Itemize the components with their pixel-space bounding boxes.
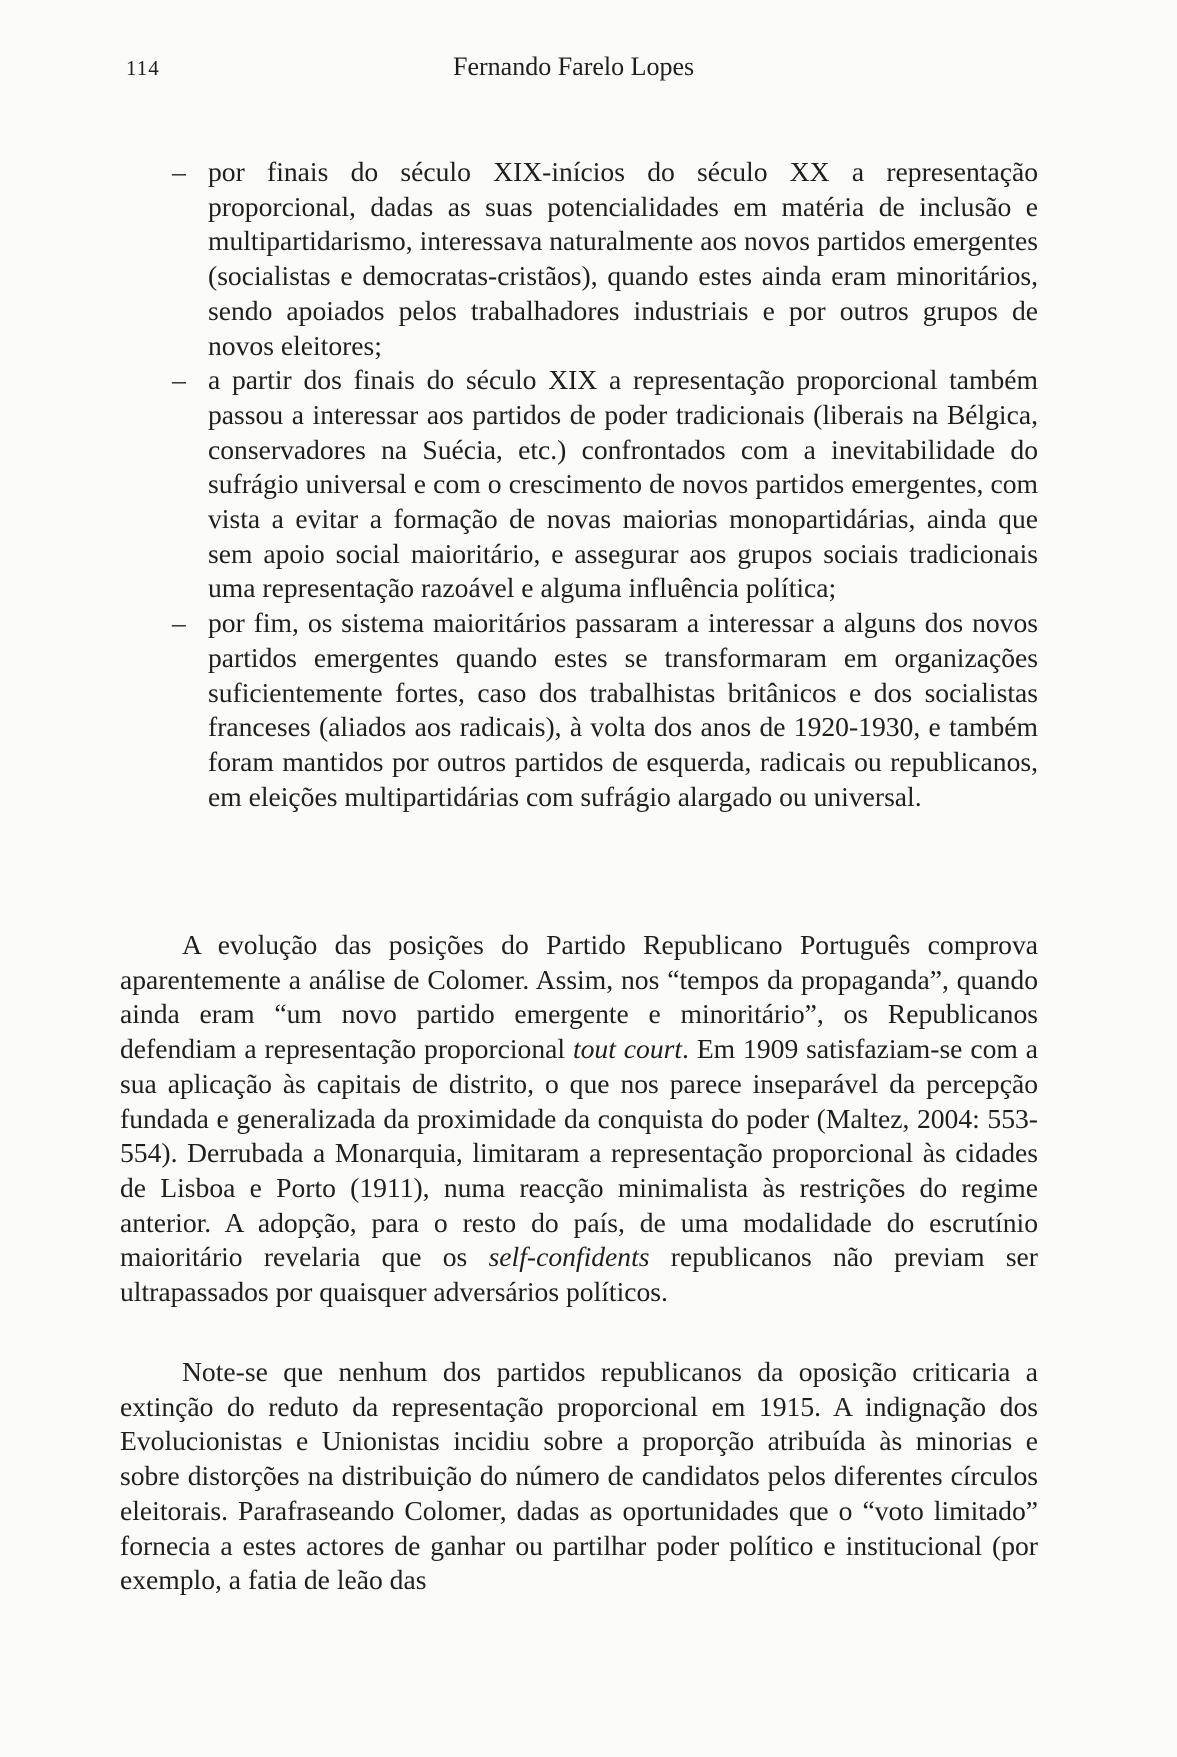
paragraph-text: Note-se que nenhum dos partidos republicanos da oposição criticaria a extinção do reduto da representação proporcional em 1915. A indignação dos Evolucionistas e Unionistas incidiu sobre a proporção atribuída às minorias e sobre distorções na distribuição do número de candidatos pelos diferentes círculos eleitorais. Parafraseando Colomer, dadas as oportunidades que o “voto limitado” fornecia a estes actores de ganhar ou partilhar poder político e institucional (por exemplo, a fatia de leão das (120, 1356, 1038, 1596)
body-paragraph (120, 1355, 1038, 1598)
italic-term: tout court (572, 1033, 683, 1065)
list-item-text: por finais do século XIX-inícios do século XX a representação proporcional, dadas as suas potencialidades em matéria de inclusão e multipartidarismo, interessava naturalmente aos novos partidos emergentes (socialistas e democratas-cristãos), quando estes ainda eram minoritários, sendo apoiados pelos trabalhadores industriais e por outros grupos de novos eleitores; (208, 156, 1038, 361)
list-item-text: por fim, os sistema maioritários passaram a interessar a alguns dos novos partidos emergentes quando estes se transformaram em organizações suficientemente fortes, caso dos trabalhistas britânicos e dos socialistas franceses (aliados aos radicais), à volta dos anos de 1920-1930, e também foram mantidos por outros partidos de esquerda, radicais ou republicanos, em eleições multipartidárias com sufrágio alargado ou universal. (208, 607, 1038, 812)
list-dash: – (172, 364, 186, 396)
list-item (172, 363, 1038, 606)
page-header (126, 52, 1046, 88)
list-item (172, 606, 1038, 814)
list-dash: – (172, 156, 186, 187)
list-dash: – (172, 607, 186, 639)
dash-list (172, 155, 1038, 814)
paragraph-text: republicanos não previam ser ultrapassados por quaisquer adversários políticos. (120, 1241, 1038, 1308)
page-number: 114 (126, 56, 160, 80)
italic-term: self-confidents (488, 1241, 650, 1273)
paragraph-text: . Em 1909 satisfaziam-se com a sua aplicação às capitais de distrito, o que nos parece inseparável da percepção fundada e generalizada da proximidade da conquista do poder (Maltez, 2004: 553-554). Derrubada a Monarquia, limitaram a representação proporcional às cidades de Lisboa e Porto (1911), numa reacção minimalista às restrições do regime anterior. A adopção, para o resto do país, de uma modalidade do escrutínio maioritário revelaria que os (120, 1033, 1038, 1273)
list-item (172, 155, 1038, 363)
body-paragraph (120, 928, 1038, 1310)
running-head: Fernando Farelo Lopes (453, 52, 695, 81)
list-block (172, 155, 1038, 814)
list-item-text: a partir dos finais do século XIX a representação proporcional também passou a interessar aos partidos de poder tradicionais (liberais na Bélgica, conservadores na Suécia, etc.) confrontados com a inevitabilidade do sufrágio universal e com o crescimento de novos partidos emergentes, com vista a evitar a formação de novas maiorias monopartidárias, ainda que sem apoio social maioritário, e assegurar aos grupos sociais tradicionais uma representação razoável e alguma influência política; (208, 364, 1038, 604)
paragraph-text: A evolução das posições do Partido Republicano Português comprova aparentemente a análise de Colomer. Assim, nos “tempos da propaganda”, quando ainda eram “um novo partido emergente e minoritário”, os Republicanos defendiam a representação proporcional (120, 929, 1038, 1065)
